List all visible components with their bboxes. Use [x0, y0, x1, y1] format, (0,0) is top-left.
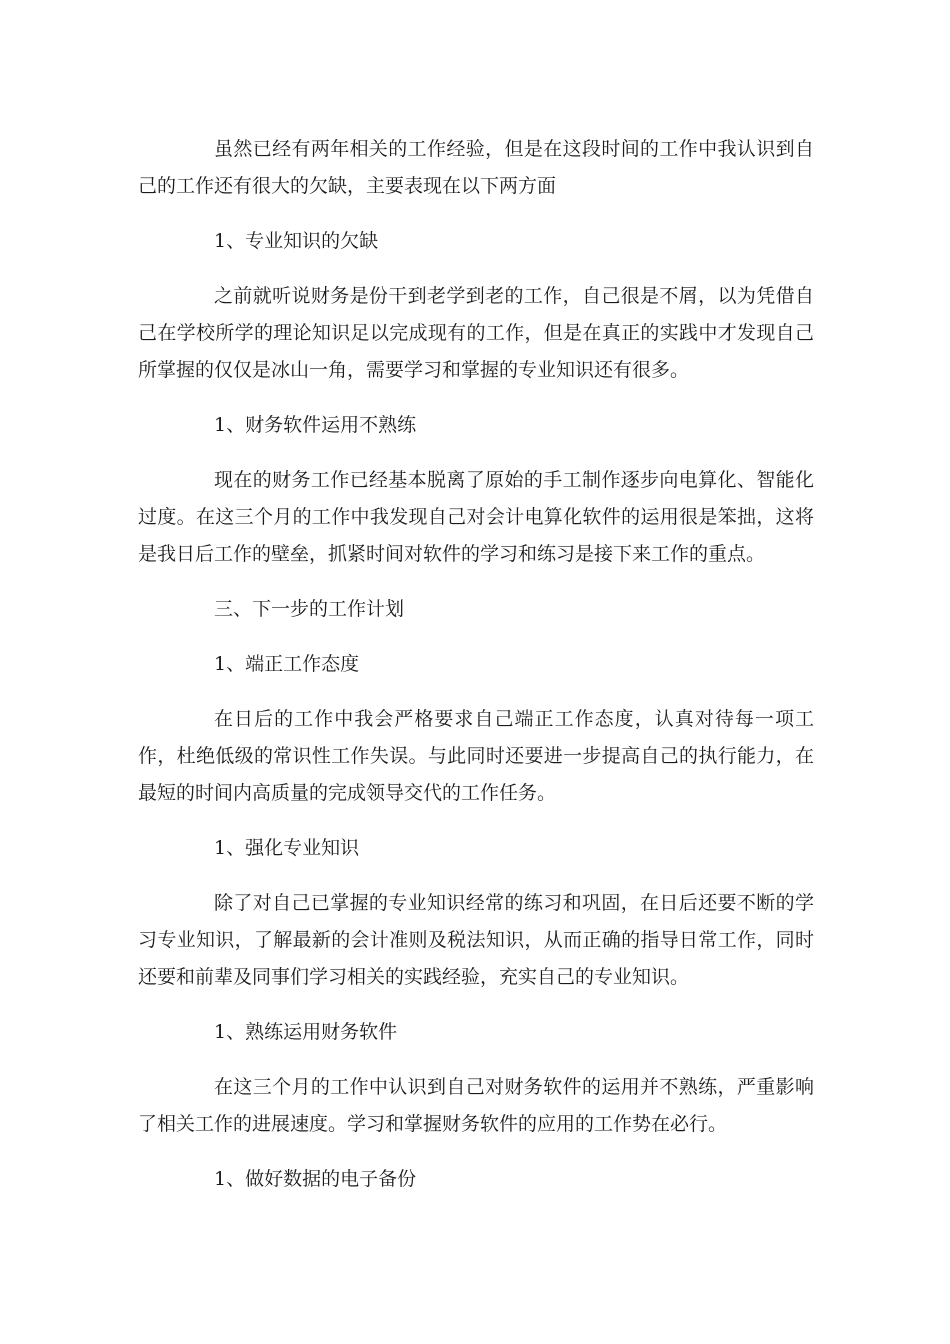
heading-data-backup: 1、做好数据的电子备份 [214, 1168, 417, 1190]
document-body [138, 131, 814, 1198]
paragraph-master-software: 在这三个月的工作中认识到自己对财务软件的运用并不熟练，严重影响了相关工作的进展速度。学习和掌握财务软件的应用的工作势在必行。 [138, 1076, 814, 1135]
paragraph-software-unfamiliar: 现在的财务工作已经基本脱离了原始的手工制作逐步向电算化、智能化过度。在这三个月的工作中我发现自己对会计电算化软件的运用很是笨拙，这将是我日后工作的壁垒，抓紧时间对软件的学习和练习是接下来工作的重点。 [138, 469, 814, 565]
paragraph-experience-intro: 虽然已经有两年相关的工作经验，但是在这段时间的工作中我认识到自己的工作还有很大的欠缺，主要表现在以下两方面 [138, 138, 814, 197]
paragraph-work-attitude: 在日后的工作中我会严格要求自己端正工作态度，认真对待每一项工作，杜绝低级的常识性工作失误。与此同时还要进一步提高自己的执行能力，在最短的时间内高质量的完成领导交代的工作任务。 [138, 708, 814, 804]
paragraph-professional-knowledge: 之前就听说财务是份干到老学到老的工作，自己很是不屑，以为凭借自己在学校所学的理论知识足以完成现有的工作，但是在真正的实践中才发现自己所掌握的仅仅是冰山一角，需要学习和掌握的专业知识还有很多。 [138, 285, 814, 381]
heading-work-attitude: 1、端正工作态度 [214, 653, 360, 675]
heading-software-unfamiliar: 1、财务软件运用不熟练 [214, 414, 417, 436]
heading-next-steps: 三、下一步的工作计划 [214, 598, 405, 620]
paragraph-strengthen-knowledge: 除了对自己已掌握的专业知识经常的练习和巩固，在日后还要不断的学习专业知识，了解最新的会计准则及税法知识，从而正确的指导日常工作，同时还要和前辈及同事们学习相关的实践经验，充实自己的专业知识。 [138, 892, 814, 988]
heading-strengthen-knowledge: 1、强化专业知识 [214, 837, 360, 859]
heading-master-software: 1、熟练运用财务软件 [214, 1021, 398, 1043]
heading-professional-knowledge-gap: 1、专业知识的欠缺 [214, 230, 379, 252]
